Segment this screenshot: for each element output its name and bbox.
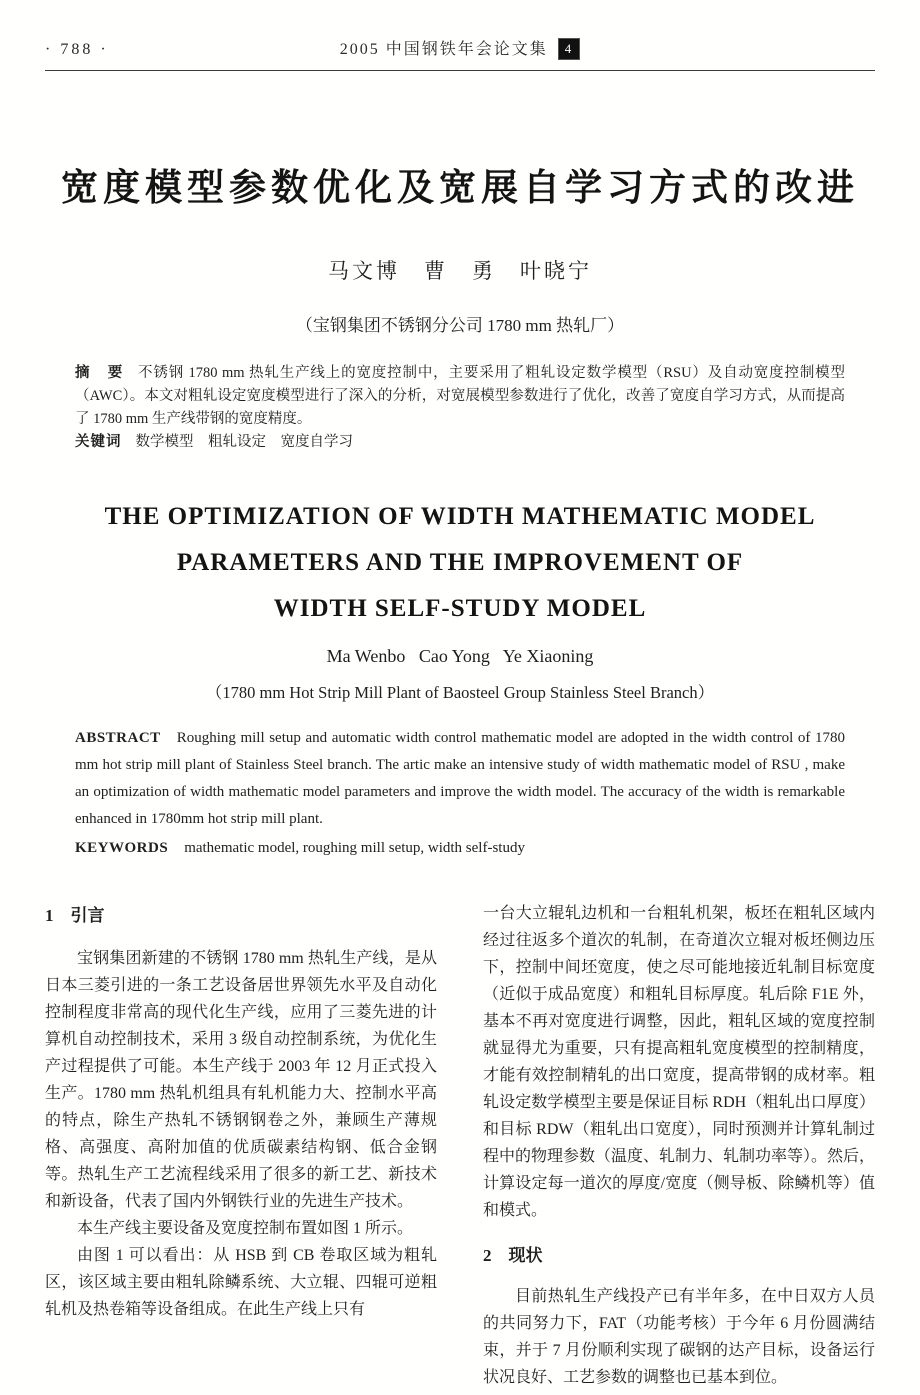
abstract-cn [75, 362, 845, 431]
abstract-cn-text: 不锈钢 1780 mm 热轧生产线上的宽度控制中，主要采用了粗轧设定数学模型（RSU）及自动宽度控制模型（AWC）。本文对粗轧设定宽度模型进行了深入的分析，对宽展模型参数进行了优化，改善了宽度自学习方式，从而提高了 1780 mm 生产线带钢的宽度精度。 [75, 365, 846, 427]
proceedings-title-wrap [185, 36, 735, 60]
affiliation-cn: （宝钢集团不锈钢分公司 1780 mm 热轧厂） [295, 316, 625, 335]
authors-en: Ma Wenbo Cao Yong Ye Xiaoning [326, 646, 594, 666]
title-en-line-1: THE OPTIMIZATION OF WIDTH MATHEMATIC MODEL [104, 503, 816, 530]
keywords-cn [75, 431, 845, 454]
left-paragraph-3: 由图 1 可以看出：从 HSB 到 CB 卷取区域为粗轧区，该区域主要由粗轧除鳞系统、大立辊、四辊可逆粗轧机及热卷箱等设备组成。在此生产线上只有 [45, 1247, 437, 1318]
authors-cn: 马文博 曹 勇 叶晓宁 [328, 259, 592, 283]
header-rule [45, 70, 875, 71]
running-head [45, 36, 875, 60]
keywords-cn-text: 数学模型 粗轧设定 宽度自学习 [135, 434, 353, 450]
abstract-en-label: ABSTRACT [75, 730, 161, 746]
keywords-en [75, 835, 845, 862]
abstract-en-text: Roughing mill setup and automatic width control mathematic model are adopted in the width control of 1780 mm hot strip mill plant of Stainless Steel branch. The artic make an intensive study of width mathematic model of RSU , make an optimization of width mathematic model parameters and improve the width model. The accuracy of the width is remarkable enhanced in 1780mm hot strip mill plant. [75, 730, 845, 827]
section-heading-2: 2 现状 [483, 1246, 543, 1265]
right-column [483, 900, 875, 1391]
proceedings-title: 2005 中国钢铁年会论文集 [339, 41, 548, 58]
abstract-en [75, 725, 845, 833]
keywords-en-label: KEYWORDS [75, 840, 169, 856]
left-paragraph-2: 本生产线主要设备及宽度控制布置如图 1 所示。 [77, 1220, 414, 1237]
keywords-cn-label: 关键词 [75, 434, 122, 450]
section-heading-1: 1 引言 [45, 906, 105, 925]
abstract-cn-label: 摘 要 [75, 365, 125, 381]
left-column [45, 900, 437, 1391]
title-en-line-3: WIDTH SELF-STUDY MODEL [273, 595, 647, 622]
right-paragraph-1: 一台大立辊轧边机和一台粗轧机架，板坯在粗轧区域内经过往返多个道次的轧制，在奇道次立辊对板坯侧边压下，控制中间坯宽度，使之尽可能地接近轧制目标宽度（近似于成品宽度）和粗轧目标厚度。轧后除 F1E 外，基本不再对宽度进行调整，因此，粗轧区域的宽度控制就显得尤为重要，只有提高粗轧宽度模型的控制精度，才能有效控制精轧的出口宽度，提高带钢的成材率。粗轧设定数学模型主要是保证目标 RDH（粗轧出口厚度）和目标 RDW（粗轧出口宽度），同时预测并计算轧制过程中的物理参数（温度、轧制力、轧制功率等）。然后，计算设定每一道次的厚度/宽度（侧导板、除鳞机等）值和模式。 [483, 905, 876, 1219]
abstract-cn-block [75, 362, 845, 454]
right-paragraph-2: 目前热轧生产线投产已有半年多，在中日双方人员的共同努力下，FAT（功能考核）于今年 6 月份圆满结束，并于 7 月份顺利实现了碳钢的达产目标，设备运行状况良好、工艺参数的调整也已基本到位。 [483, 1288, 875, 1386]
body-columns [45, 900, 875, 1391]
abstract-en-block [75, 725, 845, 862]
keywords-en-text: mathematic model, roughing mill setup, width self-study [184, 840, 525, 856]
left-paragraph-1: 宝钢集团新建的不锈钢 1780 mm 热轧生产线，是从日本三菱引进的一条工艺设备居世界领先水平及自动化控制程度非常高的现代化生产线，应用了三菱先进的计算机自动控制技术，采用 3 级自动控制系统，为优化生产过程提供了可能。本生产线于 2003 年 12 月正式投入生产。1780 mm 热轧机组具有轧机能力大、控制水平高的特点，除生产热轧不锈钢钢卷之外，兼顾生产薄规格、高强度、高附加值的优质碳素结构钢、低合金钢等。热轧生产工艺流程线采用了很多的新工艺、新技术和新设备，代表了国内外钢铁行业的先进生产技术。 [45, 950, 437, 1210]
page-number: · 788 · [45, 41, 109, 58]
title-en-line-2: PARAMETERS AND THE IMPROVEMENT OF [176, 549, 744, 576]
paper-title-en [45, 494, 875, 632]
affiliation-en: （1780 mm Hot Strip Mill Plant of Baosteel Group Stainless Steel Branch） [205, 683, 715, 702]
chapter-badge: 4 [558, 38, 581, 60]
paper-title-cn: 宽度模型参数优化及宽展自学习方式的改进 [61, 168, 859, 209]
